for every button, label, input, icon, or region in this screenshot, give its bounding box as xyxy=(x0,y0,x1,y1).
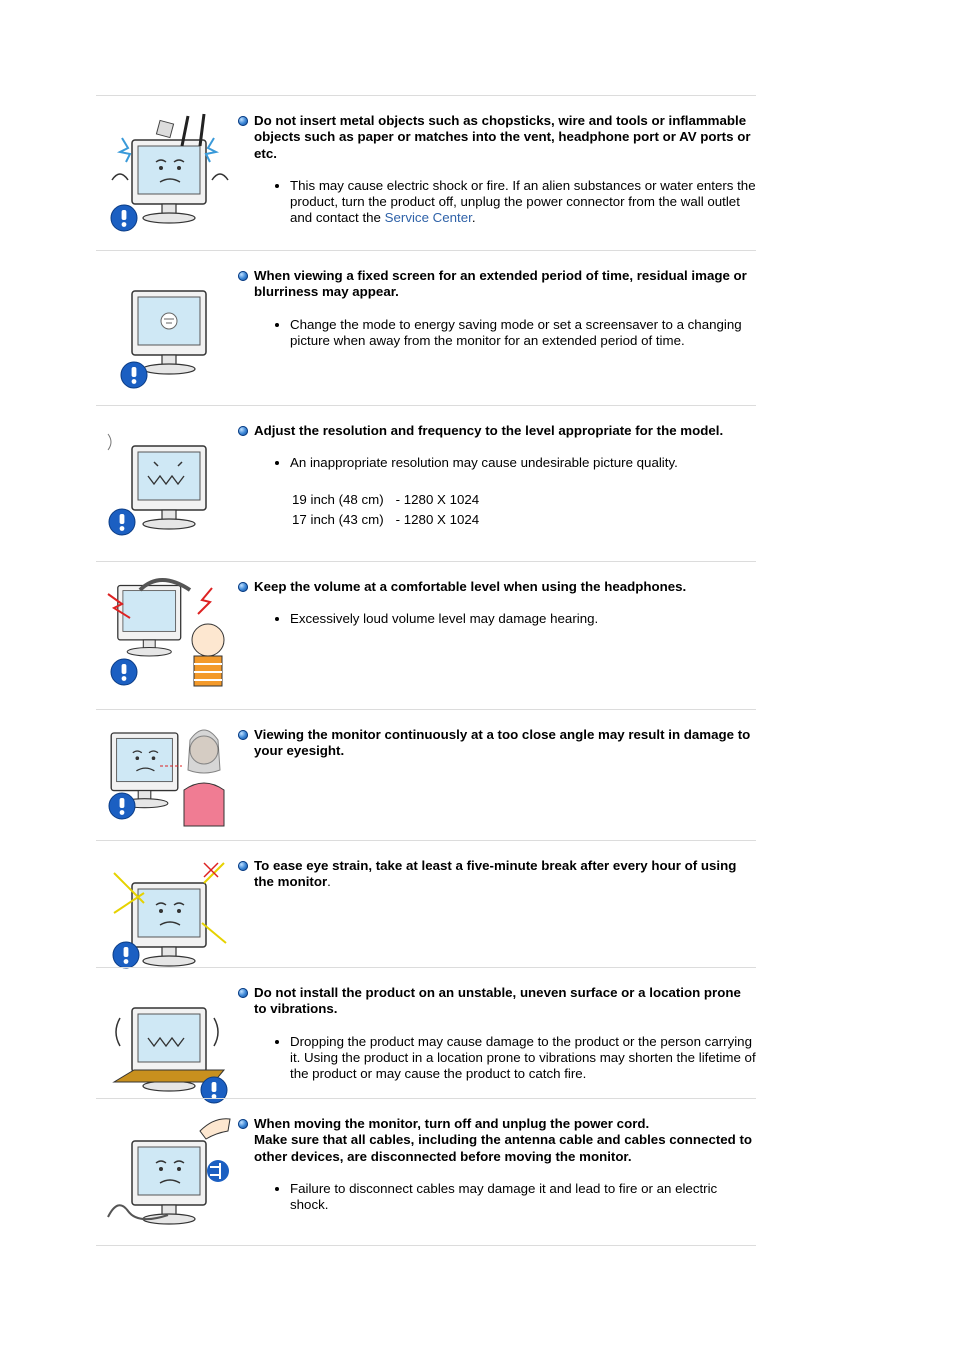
monitor-residual-image-illustration xyxy=(104,261,232,389)
section-heading: When viewing a fixed screen for an extended period of time, residual image or blurriness may appear. xyxy=(238,268,756,301)
section-metal-objects xyxy=(96,95,756,250)
detail-item: • Failure to disconnect cables may damage it and lead to fire or an electric shock. xyxy=(290,1181,756,1214)
section-heading: To ease eye strain, take at least a five-minute break after every hour of using the monitor. xyxy=(238,858,756,891)
monitor-resolution-illustration xyxy=(104,416,232,544)
section-heading: Do not install the product on an unstable, uneven surface or a location prone to vibrations. xyxy=(238,985,756,1018)
safety-instructions-page xyxy=(96,95,756,1246)
section-content xyxy=(238,423,756,530)
section-content xyxy=(238,985,756,1082)
section-heading: Keep the volume at a comfortable level when using the headphones. xyxy=(238,579,756,595)
section-content xyxy=(238,113,756,227)
detail-list xyxy=(238,611,756,627)
blue-bullet-icon xyxy=(238,730,248,740)
detail-list xyxy=(238,178,756,227)
section-headphone-volume xyxy=(96,561,756,709)
monitor-size-cell: 17 inch (43 cm) xyxy=(292,511,384,527)
section-content xyxy=(238,858,756,891)
section-moving-monitor xyxy=(96,1098,756,1246)
detail-list xyxy=(238,317,756,350)
blue-bullet-icon xyxy=(238,988,248,998)
blue-bullet-icon xyxy=(238,426,248,436)
section-content xyxy=(238,727,756,760)
viewing-distance-illustration xyxy=(104,720,232,848)
section-unstable-surface xyxy=(96,967,756,1098)
section-heading: When moving the monitor, turn off and unplug the power cord. Make sure that all cables, including the antenna cable and cables connected to other devices, are disconnected before moving the monitor. xyxy=(238,1116,756,1165)
section-eye-strain xyxy=(96,840,756,967)
unstable-surface-illustration xyxy=(104,978,232,1106)
monitor-size-cell: 19 inch (48 cm) xyxy=(292,491,384,507)
section-viewing-angle xyxy=(96,709,756,840)
detail-item: • Dropping the product may cause damage to the product or the person carrying it. Using the product in a location prone to vibrations may shorten the lifetime of the product or may cause the product to catch fire. xyxy=(290,1034,756,1083)
detail-item: • An inappropriate resolution may cause undesirable picture quality. xyxy=(290,455,756,471)
section-fixed-screen xyxy=(96,250,756,405)
detail-list xyxy=(238,455,756,471)
blue-bullet-icon xyxy=(238,1119,248,1129)
table-row xyxy=(292,510,491,530)
section-content xyxy=(238,1116,756,1213)
blue-bullet-icon xyxy=(238,271,248,281)
section-resolution xyxy=(96,405,756,561)
section-content xyxy=(238,268,756,349)
eye-strain-break-illustration xyxy=(104,853,232,981)
monitor-metal-objects-illustration xyxy=(104,110,232,238)
resolution-table xyxy=(292,490,491,530)
detail-list xyxy=(238,1181,756,1214)
blue-bullet-icon xyxy=(238,116,248,126)
blue-bullet-icon xyxy=(238,582,248,592)
detail-item: • This may cause electric shock or fire. If an alien substances or water enters the product, turn the product off, unplug the power connector from the wall outlet and contact the Service Center. xyxy=(290,178,756,227)
detail-list xyxy=(238,1034,756,1083)
service-center-link[interactable]: Service Center xyxy=(384,210,472,226)
section-heading: Do not insert metal objects such as chopsticks, wire and tools or inflammable objects such as paper or matches into the vent, headphone port or AV ports or etc. xyxy=(238,113,756,162)
detail-item: • Excessively loud volume level may damage hearing. xyxy=(290,611,756,627)
section-content xyxy=(238,579,756,628)
blue-bullet-icon xyxy=(238,861,248,871)
resolution-cell: - 1280 X 1024 xyxy=(395,491,480,507)
section-heading: Viewing the monitor continuously at a too close angle may result in damage to your eyesight. xyxy=(238,727,756,760)
section-heading: Adjust the resolution and frequency to the level appropriate for the model. xyxy=(238,423,756,439)
resolution-cell: - 1280 X 1024 xyxy=(395,511,480,527)
headphones-volume-illustration xyxy=(104,574,232,702)
unplug-before-moving-illustration xyxy=(104,1111,232,1239)
table-row xyxy=(292,490,491,510)
detail-item: • Change the mode to energy saving mode or set a screensaver to a changing picture when away from the monitor for an extended period of time. xyxy=(290,317,756,350)
